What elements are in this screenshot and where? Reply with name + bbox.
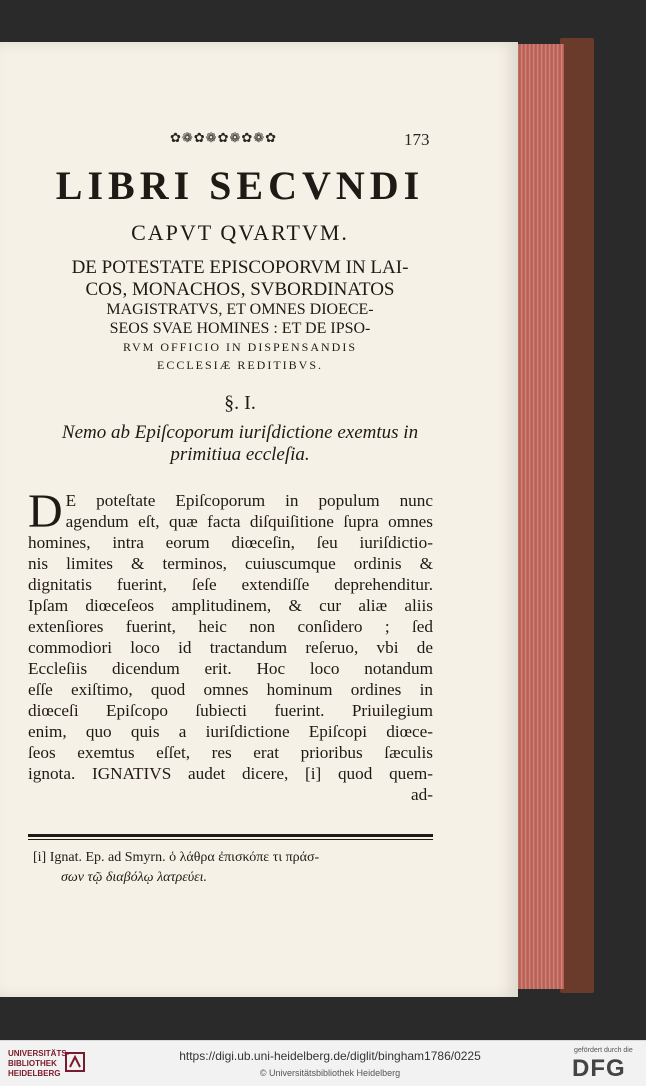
body-text xyxy=(28,485,433,805)
subtitle-line: ECCLESIÆ REDITIBVS. xyxy=(156,358,323,372)
chapter-heading: CAPVT QVARTVM. xyxy=(131,220,349,245)
header-ornament: ✿❁✿❁✿❁✿❁✿ xyxy=(170,130,278,145)
body-line: agendum eſt, quæ facta diſquiſitione ſupra omnes xyxy=(65,512,433,531)
body-line: eſſe exiſtimo, quod omnes hominum ordines in xyxy=(28,680,433,699)
body-line: diœceſi Epiſcopo ſubiecti fuerint. Priuilegium xyxy=(28,701,433,720)
body-line: Ipſam diœceſeos amplitudinem, & cur aliæ aliis xyxy=(28,596,433,615)
body-line: homines, intra eorum diœceſin, ſeu iuriſdictio- xyxy=(28,533,433,552)
footnote-rule xyxy=(28,834,433,837)
body-line: E poteſtate Epiſcoporum in populum nunc xyxy=(65,491,433,510)
body-line: ſeos exemtus eſſet, res erat prioribus ſæculis xyxy=(28,743,433,762)
footnote-line: σων τῷ διαβόλῳ λατρεύει. xyxy=(61,870,208,885)
book-cover-edge xyxy=(560,38,594,993)
section-rubric: Nemo ab Epiſcoporum iuriſdictione exemtus in xyxy=(61,422,419,443)
subtitle-line: RVM OFFICIO IN DISPENSANDIS xyxy=(122,340,358,354)
subtitle-line: COS, MONACHOS, SVBORDINATOS xyxy=(85,279,395,300)
body-line: dignitatis fuerint, ſeſe extendiſſe deprehenditur. xyxy=(28,575,433,594)
copyright-notice: © Universitätsbibliothek Heidelberg xyxy=(259,1068,401,1078)
subtitle-line: MAGISTRATVS, ET OMNES DIOECE- xyxy=(106,301,374,318)
page-edges xyxy=(514,44,564,989)
body-line: Eccleſiis dicendum erit. Hoc loco notandum xyxy=(28,659,433,678)
library-logo-text[interactable]: UNIVERSITÄTS- BIBLIOTHEK HEIDELBERG xyxy=(8,1049,70,1078)
footnote-rule-thin xyxy=(28,839,433,840)
dfg-logo[interactable]: DFG xyxy=(572,1055,626,1082)
footnote-line: [i] Ignat. Ep. ad Smyrn. ὁ λάθρα ἐπισκόπε τι πράσ- xyxy=(33,850,320,865)
body-line: enim, quo quis a iuriſdictione Epiſcopi diœce- xyxy=(28,722,433,741)
section-rubric: primitiua eccleſia. xyxy=(170,444,310,465)
catchword: ad- xyxy=(411,785,433,804)
section-number: §. I. xyxy=(224,392,256,414)
sponsor-caption: gefördert durch die xyxy=(574,1047,633,1054)
viewer-footer xyxy=(0,1040,646,1086)
body-line: ignota. IGNATIVS audet dicere, [i] quod quem- xyxy=(28,764,433,783)
subtitle-line: SEOS SVAE HOMINES : ET DE IPSO- xyxy=(109,320,371,337)
page-number: 173 xyxy=(404,130,430,149)
book-title: LIBRI SECVNDI xyxy=(55,163,425,208)
library-logo-icon[interactable] xyxy=(64,1051,86,1073)
body-line: nis limites & terminos, cuiuscumque ordinis & xyxy=(28,554,433,573)
permalink-url[interactable]: https://digi.ub.uni-heidelberg.de/diglit/bingham1786/0225 xyxy=(179,1049,481,1063)
drop-cap: D xyxy=(28,485,63,538)
book-page xyxy=(0,42,518,997)
body-line: commodiori loco id tractandum reſeruo, vbi de xyxy=(28,638,433,657)
body-line: extenſiores fuerint, heic non conſidero ; ſed xyxy=(28,617,433,636)
subtitle-line: DE POTESTATE EPISCOPORVM IN LAI- xyxy=(71,257,409,278)
